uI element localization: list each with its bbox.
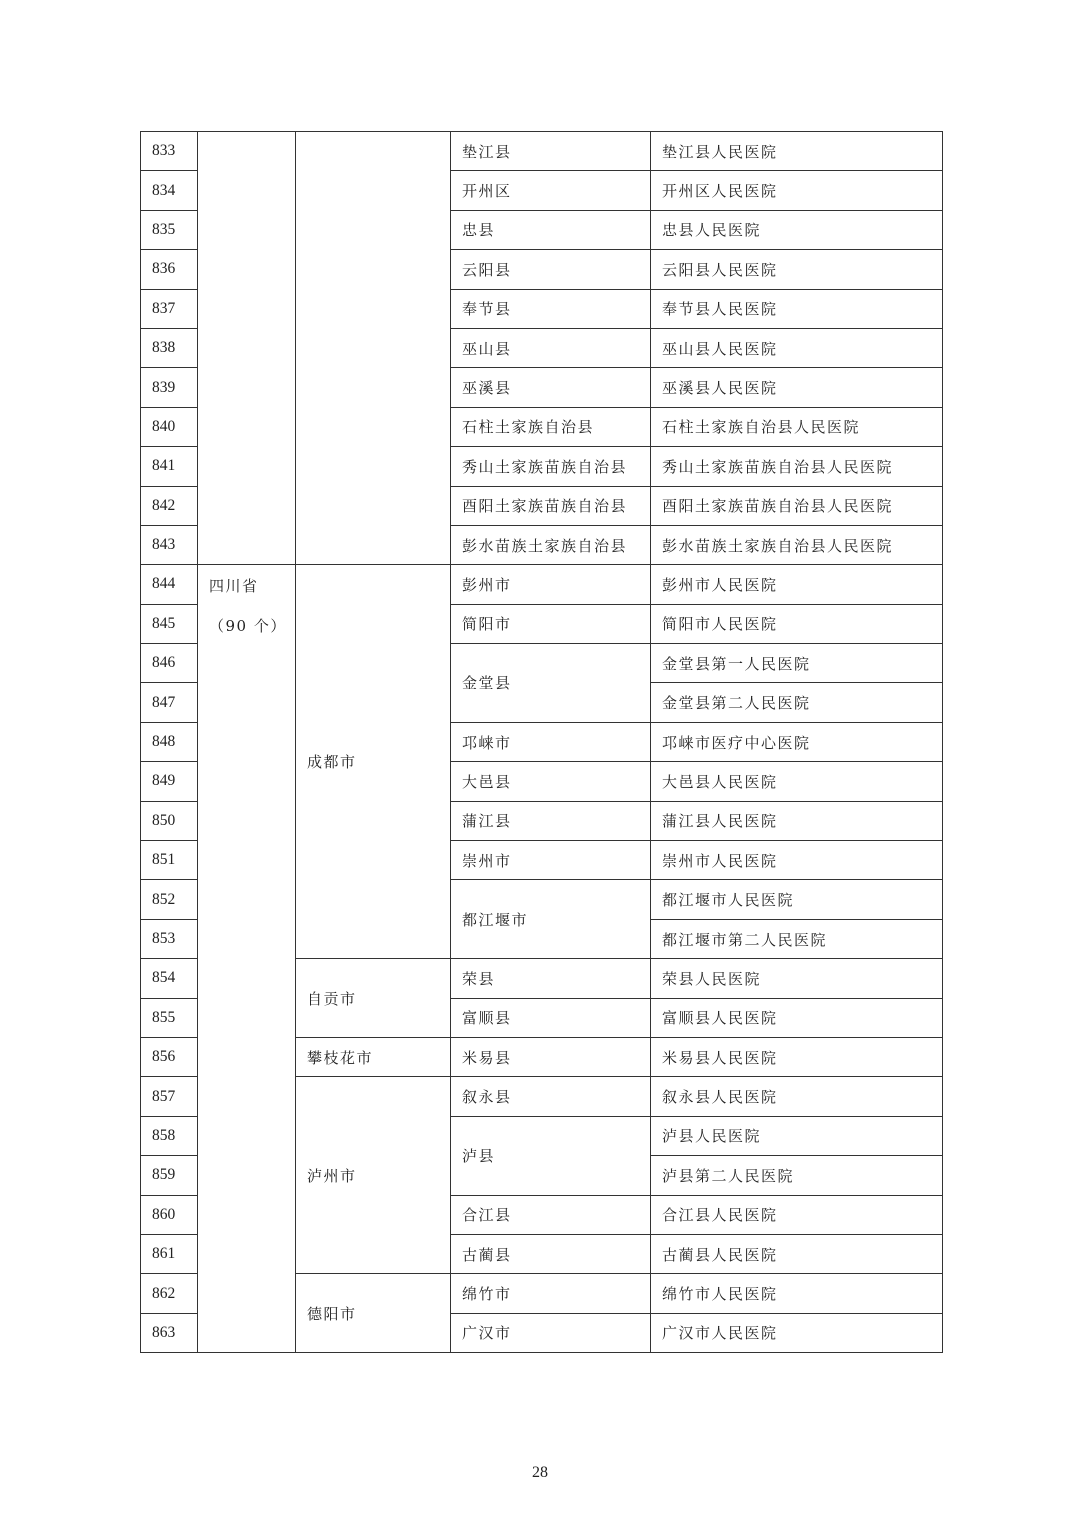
row-number: 860 xyxy=(141,1195,198,1234)
hospital-cell: 米易县人民医院 xyxy=(651,1037,943,1076)
row-number: 838 xyxy=(141,328,198,367)
county-cell: 彭州市 xyxy=(451,565,651,604)
row-number: 834 xyxy=(141,171,198,210)
row-number: 857 xyxy=(141,1077,198,1116)
hospital-cell: 酉阳土家族苗族自治县人民医院 xyxy=(651,486,943,525)
row-number: 843 xyxy=(141,525,198,564)
city-cell: 泸州市 xyxy=(296,1077,451,1274)
hospital-table xyxy=(140,131,943,1353)
city-cell xyxy=(296,132,451,565)
hospital-cell: 泸县第二人民医院 xyxy=(651,1156,943,1195)
row-number: 854 xyxy=(141,959,198,998)
row-number: 846 xyxy=(141,644,198,683)
table-row xyxy=(141,132,943,171)
hospital-cell: 邛崃市医疗中心医院 xyxy=(651,722,943,761)
county-cell: 云阳县 xyxy=(451,250,651,289)
row-number: 842 xyxy=(141,486,198,525)
row-number: 839 xyxy=(141,368,198,407)
hospital-cell: 大邑县人民医院 xyxy=(651,762,943,801)
county-cell: 古蔺县 xyxy=(451,1234,651,1273)
hospital-cell: 石柱土家族自治县人民医院 xyxy=(651,407,943,446)
row-number: 850 xyxy=(141,801,198,840)
hospital-cell: 巫溪县人民医院 xyxy=(651,368,943,407)
county-cell: 米易县 xyxy=(451,1037,651,1076)
city-cell: 德阳市 xyxy=(296,1274,451,1353)
county-cell: 石柱土家族自治县 xyxy=(451,407,651,446)
province-cell xyxy=(198,565,296,1353)
city-cell: 成都市 xyxy=(296,565,451,959)
hospital-cell: 绵竹市人民医院 xyxy=(651,1274,943,1313)
row-number: 841 xyxy=(141,447,198,486)
county-cell: 巫山县 xyxy=(451,328,651,367)
row-number: 858 xyxy=(141,1116,198,1155)
county-cell: 崇州市 xyxy=(451,841,651,880)
hospital-cell: 巫山县人民医院 xyxy=(651,328,943,367)
county-cell: 邛崃市 xyxy=(451,722,651,761)
row-number: 851 xyxy=(141,841,198,880)
county-cell: 垫江县 xyxy=(451,132,651,171)
row-number: 836 xyxy=(141,250,198,289)
hospital-cell: 蒲江县人民医院 xyxy=(651,801,943,840)
row-number: 855 xyxy=(141,998,198,1037)
row-number: 840 xyxy=(141,407,198,446)
row-number: 861 xyxy=(141,1234,198,1273)
county-cell: 叙永县 xyxy=(451,1077,651,1116)
county-cell: 简阳市 xyxy=(451,604,651,643)
row-number: 862 xyxy=(141,1274,198,1313)
city-cell: 攀枝花市 xyxy=(296,1037,451,1076)
county-cell: 富顺县 xyxy=(451,998,651,1037)
county-cell: 秀山土家族苗族自治县 xyxy=(451,447,651,486)
county-cell: 彭水苗族土家族自治县 xyxy=(451,525,651,564)
province-count: （90 个） xyxy=(209,617,287,636)
county-cell: 合江县 xyxy=(451,1195,651,1234)
row-number: 848 xyxy=(141,722,198,761)
row-number: 837 xyxy=(141,289,198,328)
hospital-cell: 垫江县人民医院 xyxy=(651,132,943,171)
hospital-cell: 荣县人民医院 xyxy=(651,959,943,998)
hospital-cell: 奉节县人民医院 xyxy=(651,289,943,328)
county-cell: 奉节县 xyxy=(451,289,651,328)
hospital-cell: 开州区人民医院 xyxy=(651,171,943,210)
province-name: 四川省 xyxy=(209,577,259,596)
page-number: 28 xyxy=(532,1464,548,1481)
hospital-cell: 金堂县第一人民医院 xyxy=(651,644,943,683)
county-cell: 酉阳土家族苗族自治县 xyxy=(451,486,651,525)
row-number: 853 xyxy=(141,919,198,958)
county-cell: 泸县 xyxy=(451,1116,651,1195)
county-cell: 广汉市 xyxy=(451,1313,651,1352)
hospital-cell: 简阳市人民医院 xyxy=(651,604,943,643)
hospital-cell: 金堂县第二人民医院 xyxy=(651,683,943,722)
county-cell: 巫溪县 xyxy=(451,368,651,407)
row-number: 859 xyxy=(141,1156,198,1195)
row-number: 856 xyxy=(141,1037,198,1076)
row-number: 845 xyxy=(141,604,198,643)
row-number: 863 xyxy=(141,1313,198,1352)
row-number: 835 xyxy=(141,210,198,249)
hospital-cell: 都江堰市第二人民医院 xyxy=(651,919,943,958)
row-number: 833 xyxy=(141,132,198,171)
hospital-cell: 富顺县人民医院 xyxy=(651,998,943,1037)
row-number: 852 xyxy=(141,880,198,919)
hospital-cell: 泸县人民医院 xyxy=(651,1116,943,1155)
row-number: 847 xyxy=(141,683,198,722)
table-row xyxy=(141,565,943,604)
county-cell: 忠县 xyxy=(451,210,651,249)
hospital-cell: 古蔺县人民医院 xyxy=(651,1234,943,1273)
county-cell: 都江堰市 xyxy=(451,880,651,959)
city-cell: 自贡市 xyxy=(296,959,451,1038)
county-cell: 荣县 xyxy=(451,959,651,998)
hospital-cell: 云阳县人民医院 xyxy=(651,250,943,289)
hospital-cell: 彭州市人民医院 xyxy=(651,565,943,604)
hospital-cell: 叙永县人民医院 xyxy=(651,1077,943,1116)
row-number: 844 xyxy=(141,565,198,604)
row-number: 849 xyxy=(141,762,198,801)
hospital-cell: 崇州市人民医院 xyxy=(651,841,943,880)
hospital-cell: 合江县人民医院 xyxy=(651,1195,943,1234)
county-cell: 开州区 xyxy=(451,171,651,210)
hospital-cell: 都江堰市人民医院 xyxy=(651,880,943,919)
hospital-cell: 秀山土家族苗族自治县人民医院 xyxy=(651,447,943,486)
hospital-cell: 彭水苗族土家族自治县人民医院 xyxy=(651,525,943,564)
county-cell: 金堂县 xyxy=(451,644,651,723)
county-cell: 绵竹市 xyxy=(451,1274,651,1313)
hospital-cell: 忠县人民医院 xyxy=(651,210,943,249)
county-cell: 大邑县 xyxy=(451,762,651,801)
hospital-cell: 广汉市人民医院 xyxy=(651,1313,943,1352)
province-cell xyxy=(198,132,296,565)
county-cell: 蒲江县 xyxy=(451,801,651,840)
